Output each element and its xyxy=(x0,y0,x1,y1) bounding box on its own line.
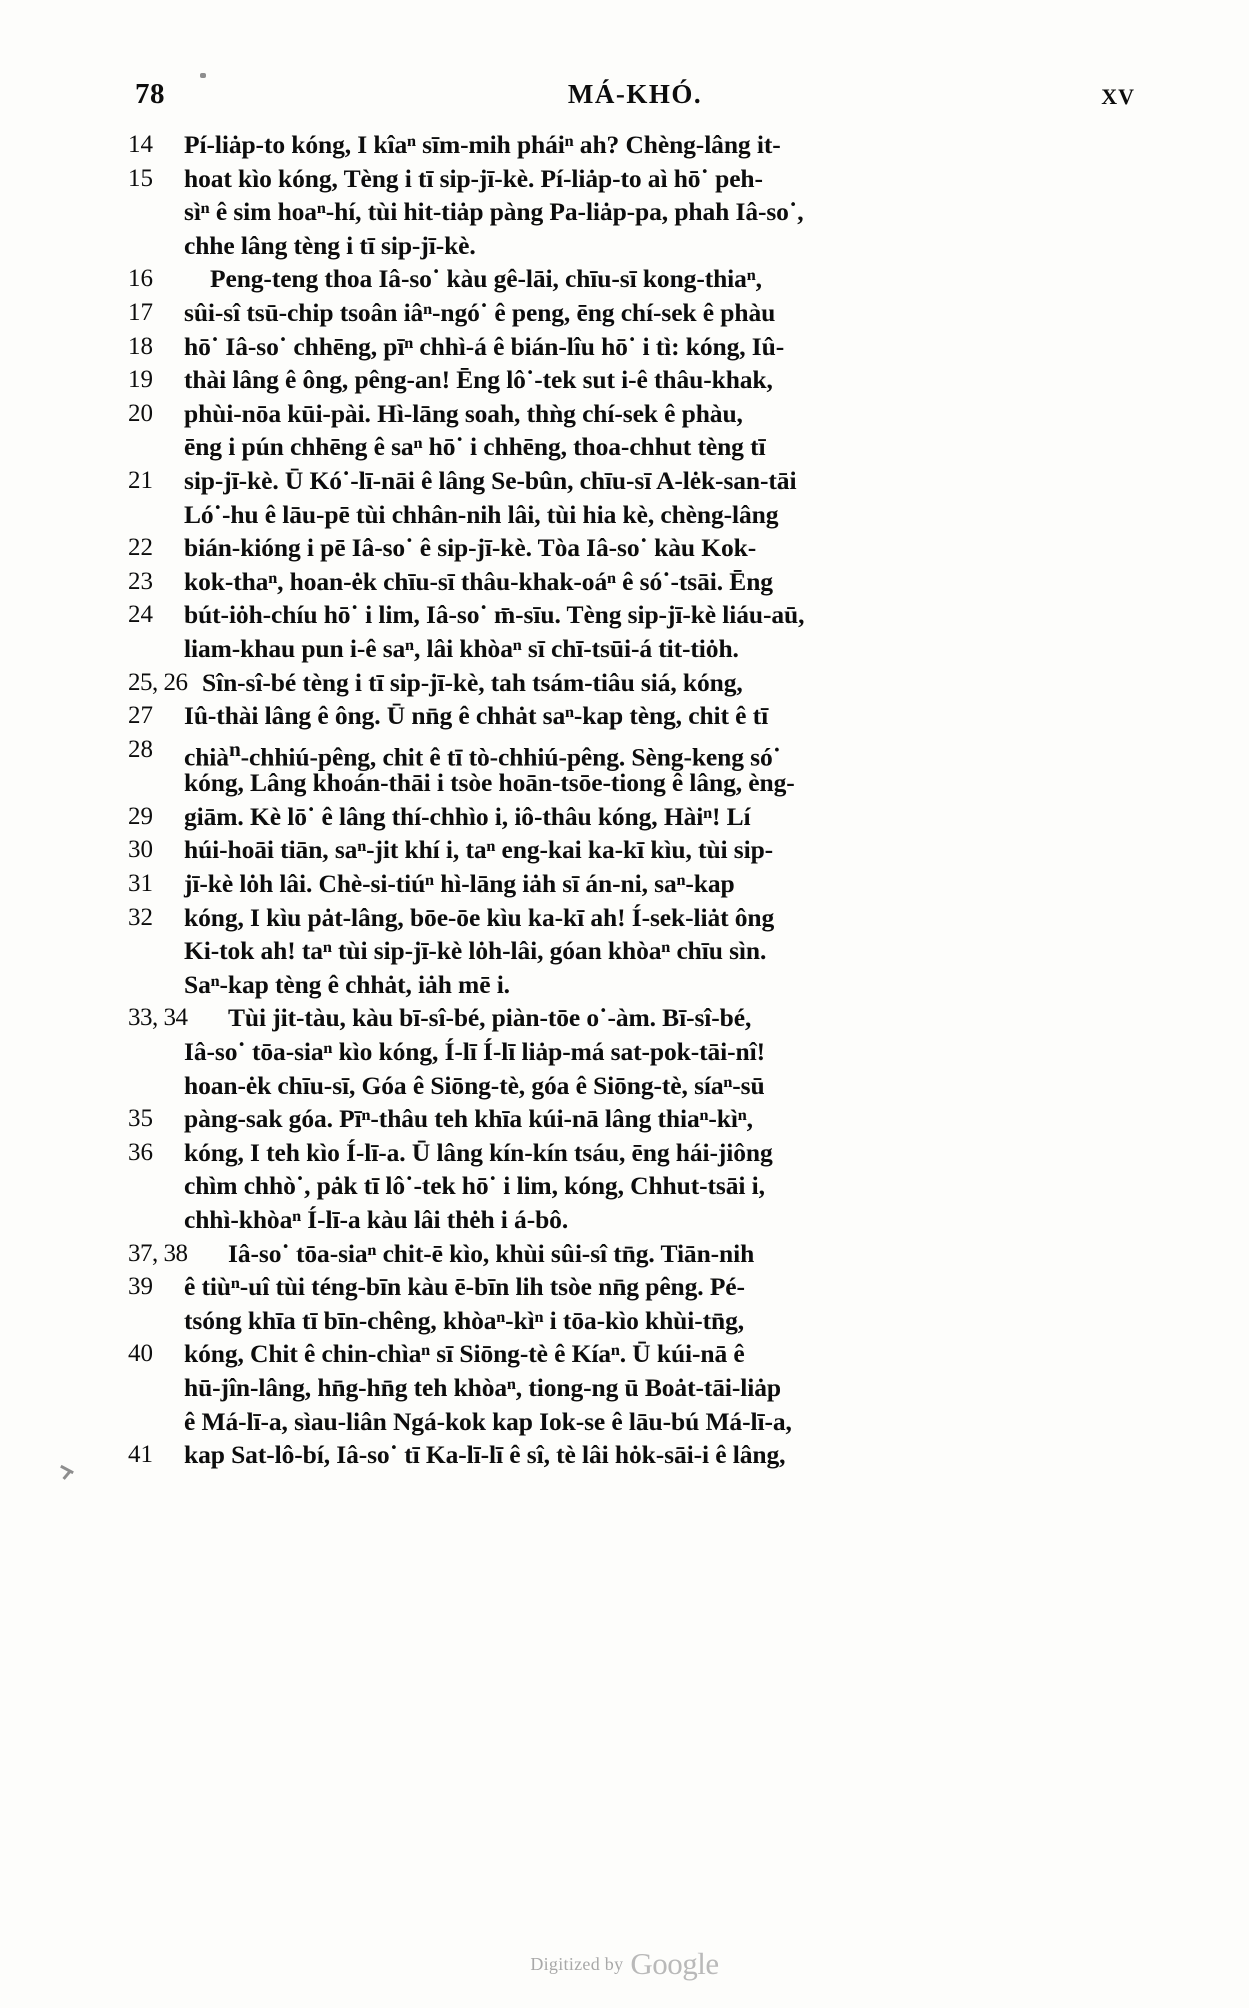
line-text: thài lâng ê ông, pêng-an! Ēng lô˙-tek sut i-ê thâu-khak, xyxy=(184,365,773,395)
text-line xyxy=(128,1270,1128,1304)
verse-number: 24 xyxy=(128,601,153,629)
line-text: húi-hoāi tiān, saⁿ-jit khí i, taⁿ eng-kai ka-kī kìu, tùi sip- xyxy=(184,835,774,865)
text-line xyxy=(128,1203,1128,1237)
line-text: kóng, Lâng khoán-thāi i tsòe hoān-tsōe-tiong ê lâng, èng- xyxy=(184,768,795,798)
line-text: bián-kióng i pē Iâ-so˙ ê sip-jī-kè. Tòa Iâ-so˙ kàu Kok- xyxy=(184,533,757,563)
text-line xyxy=(128,1371,1128,1405)
text-line xyxy=(128,833,1128,867)
line-text: kóng, I kìu pȧt-lâng, bōe-ōe kìu ka-kī ah! Í-sek-liȧt ông xyxy=(184,902,775,932)
text-line xyxy=(128,1405,1128,1439)
line-text: chhe lâng tèng i tī sip-jī-kè. xyxy=(184,230,476,260)
line-text: tsóng khīa tī bīn-chêng, khòaⁿ-kìⁿ i tōa-kìo khùi-tn̄g, xyxy=(184,1305,745,1335)
page-header xyxy=(135,78,1135,114)
line-text: Tùi jit-tàu, kàu bī-sî-bé, piàn-tōe o˙-àm. Bī-sî-bé, xyxy=(228,1003,752,1033)
line-text: sìⁿ ê sim hoaⁿ-hí, tùi hit-tiȧp pàng Pa-liȧp-pa, phah Iâ-so˙, xyxy=(184,197,804,227)
verse-number: 39 xyxy=(128,1273,153,1301)
line-text: kóng, Chit ê chin-chìaⁿ sī Siōng-tè ê Kíaⁿ. Ū kúi-nā ê xyxy=(184,1339,745,1369)
text-line xyxy=(128,1304,1128,1338)
verse-number: 19 xyxy=(128,366,153,394)
verse-number: 15 xyxy=(128,164,153,192)
line-text: Saⁿ-kap tèng ê chhȧt, iȧh mē i. xyxy=(184,969,510,999)
text-line xyxy=(128,1102,1128,1136)
line-text: hoan-ėk chīu-sī, Góa ê Siōng-tè, góa ê Siōng-tè, síaⁿ-sū xyxy=(184,1070,765,1100)
text-line xyxy=(128,934,1128,968)
text-line xyxy=(128,1001,1128,1035)
text-line xyxy=(128,363,1128,397)
text-line xyxy=(128,430,1128,464)
line-text: chhì-khòaⁿ Í-lī-a kàu lâi thėh i á-bô. xyxy=(184,1205,569,1234)
line-text: hoat kìo kóng, Tèng i tī sip-jī-kè. Pí-liȧp-to aì hō˙ peh- xyxy=(184,163,763,193)
verse-number: 29 xyxy=(128,802,153,830)
google-logo: Google xyxy=(630,1946,719,1981)
text-line xyxy=(128,632,1128,666)
line-text: kok-thaⁿ, hoan-ėk chīu-sī thâu-khak-oáⁿ ê só˙-tsāi. Ēng xyxy=(184,566,773,596)
line-text: Iâ-so˙ tōa-siaⁿ kìo kóng, Í-lī Í-lī liȧp-má sat-pok-tāi-nî! xyxy=(184,1037,766,1067)
text-line xyxy=(128,968,1128,1002)
line-text: Ki-tok ah! taⁿ tùi sip-jī-kè lȯh-lâi, góan khòaⁿ chīu sìn. xyxy=(184,936,767,966)
verse-number: 16 xyxy=(128,265,153,293)
text-line xyxy=(128,800,1128,834)
line-text: chià$^n$-chhiú-pêng, chit ê tī tò-chhiú-pêng. Sèng-keng só˙ xyxy=(184,736,782,772)
verse-number: 28 xyxy=(128,735,153,763)
line-text: jī-kè lȯh lâi. Chè-si-tiúⁿ hì-lāng iȧh sī án-ni, saⁿ-kap xyxy=(184,869,735,899)
text-line xyxy=(128,699,1128,733)
line-text: ê Má-lī-a, sìau-liân Ngá-kok kap Iok-se ê lāu-bú Má-lī-a, xyxy=(184,1406,792,1436)
line-text: Iû-thài lâng ê ông. Ū nn̄g ê chhȧt saⁿ-kap tèng, chit ê tī xyxy=(184,701,769,731)
line-text: liam-khau pun i-ê saⁿ, lâi khòaⁿ sī chī-tsūi-á tit-tiȯh. xyxy=(184,633,739,663)
line-text: sûi-sî tsū-chip tsoân iâⁿ-ngó˙ ê peng, ēng chí-sek ê phàu xyxy=(184,297,776,327)
verse-number: 20 xyxy=(128,399,153,427)
text-line xyxy=(128,733,1128,772)
text-line xyxy=(128,1035,1128,1069)
line-text: Pí-liȧp-to kóng, I kîaⁿ sīm-mih pháiⁿ ah? Chèng-lâng it- xyxy=(184,130,781,159)
verse-number: 18 xyxy=(128,332,153,360)
verse-number: 22 xyxy=(128,534,153,562)
text-line xyxy=(128,1169,1128,1203)
line-text: phùi-nōa kūi-pài. Hì-lāng soah, thǹg chí-sek ê phàu, xyxy=(184,398,743,428)
verse-number: 36 xyxy=(128,1138,153,1166)
verse-number: 41 xyxy=(128,1441,153,1469)
text-line xyxy=(128,330,1128,364)
line-text: ê tiùⁿ-uî tùi téng-bīn kàu ē-bīn lih tsòe nn̄g pêng. Pé- xyxy=(184,1272,745,1302)
verse-number: 32 xyxy=(128,903,153,931)
text-line xyxy=(128,1069,1128,1103)
line-text: Sîn-sî-bé tèng i tī sip-jī-kè, tah tsám-tiâu siá, kóng, xyxy=(202,667,743,697)
line-text: giām. Kè lō˙ ê lâng thí-chhìo i, iô-thâu kóng, Hàiⁿ! Lí xyxy=(184,801,751,831)
verse-number: 14 xyxy=(128,131,153,158)
digitized-by-label: Digitized by xyxy=(530,1954,624,1974)
text-line xyxy=(128,195,1128,229)
line-text: kóng, I teh kìo Í-lī-a. Ū lâng kín-kín tsáu, ēng hái-jiông xyxy=(184,1137,773,1167)
verse-number: 37, 38 xyxy=(128,1239,188,1267)
verse-number: 23 xyxy=(128,567,153,595)
body-text xyxy=(128,128,1128,1472)
text-line xyxy=(128,498,1128,532)
verse-number: 31 xyxy=(128,870,153,898)
text-line xyxy=(128,1136,1128,1170)
verse-number: 27 xyxy=(128,702,153,730)
line-text: ēng i pún chhēng ê saⁿ hō˙ i chhēng, thoa-chhut tèng tī xyxy=(184,432,766,462)
page-number: 78 xyxy=(135,78,165,110)
verse-number: 35 xyxy=(128,1105,153,1133)
line-text: hō˙ Iâ-so˙ chhēng, pīⁿ chhì-á ê bián-lîu hō˙ i tì: kóng, Iû- xyxy=(184,331,785,361)
text-line xyxy=(128,901,1128,935)
text-line xyxy=(128,531,1128,565)
line-text: kap Sat-lô-bí, Iâ-so˙ tī Ka-lī-lī ê sî, tè lâi hȯk-sāi-i ê lâng, xyxy=(184,1440,786,1470)
verse-number: 25, 26 xyxy=(128,668,188,696)
line-text: Peng-teng thoa Iâ-so˙ kàu gê-lāi, chīu-sī kong-thiaⁿ, xyxy=(210,264,762,294)
text-line xyxy=(128,1337,1128,1371)
line-text: sip-jī-kè. Ū Kó˙-lī-nāi ê lâng Se-bûn, chīu-sī A-lėk-san-tāi xyxy=(184,465,797,495)
line-text: chìm chhò˙, pȧk tī lô˙-tek hō˙ i lim, kóng, Chhut-tsāi i, xyxy=(184,1171,765,1201)
text-line xyxy=(128,162,1128,196)
scan-speck xyxy=(62,1471,70,1480)
verse-number: 33, 34 xyxy=(128,1004,188,1032)
scan-footer xyxy=(0,1946,1249,1982)
text-line xyxy=(128,397,1128,431)
line-text: Iâ-so˙ tōa-siaⁿ chit-ē kìo, khùi sûi-sî tn̄g. Tiān-nih xyxy=(228,1238,755,1268)
line-text: pàng-sak góa. Pīⁿ-thâu teh khīa kúi-nā lâng thiaⁿ-kìⁿ, xyxy=(184,1104,753,1134)
text-line xyxy=(128,128,1128,162)
verse-number: 40 xyxy=(128,1340,153,1368)
text-line xyxy=(128,296,1128,330)
text-line xyxy=(128,1237,1128,1271)
text-line xyxy=(128,666,1128,700)
text-line xyxy=(128,1438,1128,1472)
verse-number: 21 xyxy=(128,466,153,494)
running-title: MÁ-KHÓ. xyxy=(567,79,703,109)
verse-number: 30 xyxy=(128,836,153,864)
text-line xyxy=(128,598,1128,632)
text-line xyxy=(128,565,1128,599)
text-line xyxy=(128,262,1128,296)
text-line xyxy=(128,867,1128,901)
line-text: hū-jîn-lâng, hn̄g-hn̄g teh khòaⁿ, tiong-ng ū Boȧt-tāi-liȧp xyxy=(184,1372,781,1402)
line-text: Ló˙-hu ê lāu-pē tùi chhân-nih lâi, tùi hia kè, chèng-lâng xyxy=(184,499,779,529)
verse-number: 17 xyxy=(128,298,153,326)
line-text: bút-iȯh-chíu hō˙ i lim, Iâ-so˙ m̄-sīu. Tèng sip-jī-kè liáu-aū, xyxy=(184,600,805,630)
text-line xyxy=(128,229,1128,263)
chapter-folio: XV xyxy=(1101,84,1135,109)
text-line xyxy=(128,766,1128,800)
text-line xyxy=(128,464,1128,498)
